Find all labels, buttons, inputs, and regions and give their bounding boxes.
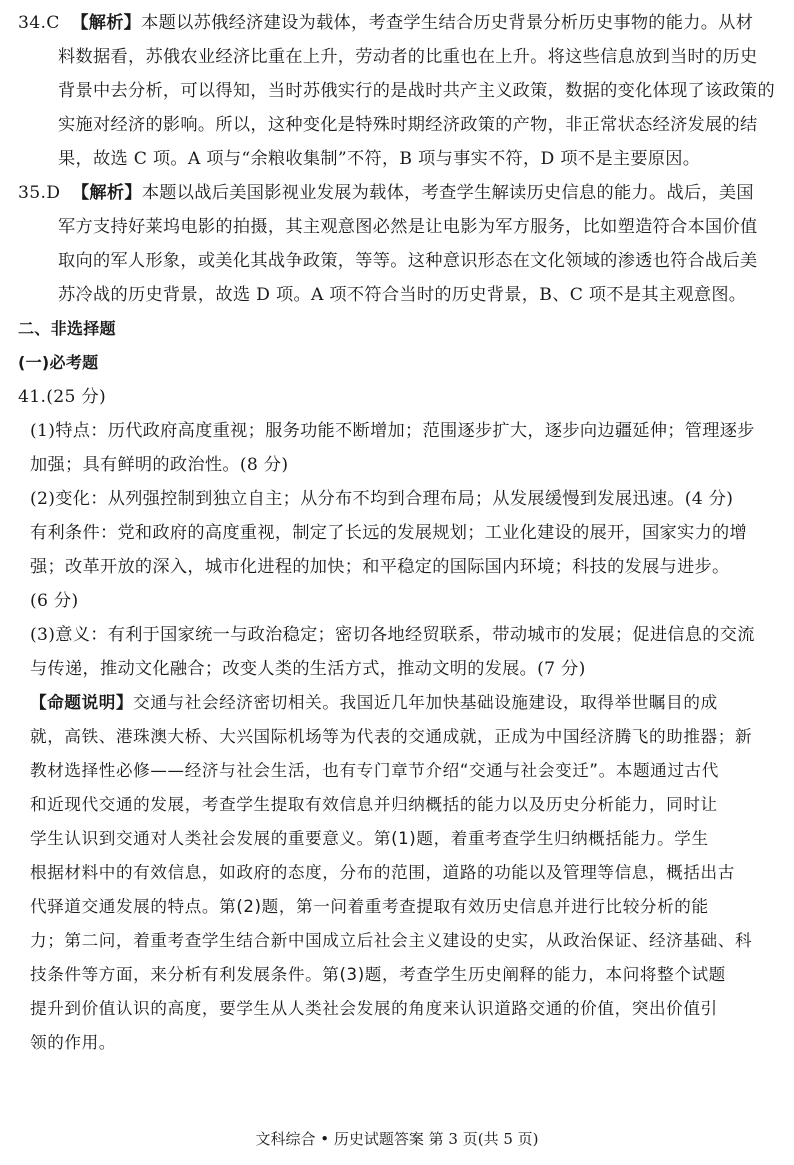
q34-text-2: 料数据看，苏俄农业经济比重在上升，劳动者的比重也在上升。将这些信息放到当时的历史 <box>58 47 758 67</box>
q35-line-3 <box>18 244 778 278</box>
q34-number: 34.C <box>18 13 60 33</box>
q41-part2-line-2: 有利条件：党和政府的高度重视，制定了长远的发展规划；工业化建设的展开，国家实力的增 <box>30 523 747 543</box>
q35-number: 35.D <box>18 183 61 203</box>
q41-part2-line-4: (6 分) <box>30 591 79 611</box>
subsection-heading-required: (一)必考题 <box>18 353 99 372</box>
note-line-7: 代驿道交通发展的特点。第(2)题，第一问着重考查提取有效历史信息并进行比较分析的能 <box>30 897 709 916</box>
note-line-1 <box>18 686 778 720</box>
q35-line-4 <box>18 278 778 312</box>
q41-number: 41.(25 分) <box>18 387 106 407</box>
q41-part1-line-1: (1)特点：历代政府高度重视；服务功能不断增加；范围逐步扩大，逐步向边疆延伸；管理逐步 <box>30 421 755 441</box>
note-line-5: 学生认识到交通对人类社会发展的重要意义。第(1)题，着重考查学生归纳概括能力。学生 <box>30 829 709 848</box>
q34-text-5: 果，故选 C 项。A 项与“余粮收集制”不符，B 项与事实不符，D 项不是主要原因。 <box>58 149 701 169</box>
q34-line-4 <box>18 108 778 142</box>
note-line-8: 力；第二问，着重考查学生结合新中国成立后社会主义建设的史实，从政治保证、经济基础、科 <box>30 931 753 950</box>
q41-part2-line-3: 强；改革开放的深入，城市化进程的加快；和平稳定的国际国内环境；科技的发展与进步。 <box>30 557 730 577</box>
q35-text-4: 苏冷战的历史背景，故选 D 项。A 项不符合当时的历史背景，B、C 项不是其主观意图。 <box>58 285 747 305</box>
q35-text-2: 军方支持好莱坞电影的拍摄，其主观意图必然是让电影为军方服务，比如塑造符合本国价值 <box>58 217 758 237</box>
q35-tag: 【解析】 <box>71 183 142 203</box>
note-line-10: 提升到价值认识的高度，要学生从人类社会发展的角度来认识道路交通的价值，突出价值引 <box>30 999 718 1018</box>
section-heading-nonchoice: 二、非选择题 <box>18 319 116 338</box>
note-tag: 【命题说明】 <box>30 693 134 712</box>
q34-text-4: 实施对经济的影响。所以，这种变化是特殊时期经济政策的产物，非正常状态经济发展的结 <box>58 115 758 135</box>
q34-tag: 【解析】 <box>71 13 142 33</box>
q35-line-2 <box>18 210 778 244</box>
q34-line-2 <box>18 40 778 74</box>
q34-line-3 <box>18 74 778 108</box>
q34-text-3: 背景中去分析，可以得知，当时苏俄实行的是战时共产主义政策，数据的变化体现了该政策的 <box>58 81 775 101</box>
q41-part3-line-2: 与传递，推动文化融合；改变人类的生活方式，推动文明的发展。(7 分) <box>30 659 586 679</box>
q41-part1-line-2: 加强；具有鲜明的政治性。(8 分) <box>30 455 289 475</box>
q34-line-5 <box>18 142 778 176</box>
note-line-6: 根据材料中的有效信息，如政府的态度，分布的范围，道路的功能以及管理等信息，概括出古 <box>30 863 735 882</box>
note-line-3: 教材选择性必修——经济与社会生活，也有专门章节介绍“交通与社会变迁”。本题通过古代 <box>30 761 719 780</box>
note-text-1: 交通与社会经济密切相关。我国近几年加快基础设施建设，取得举世瞩目的成 <box>133 693 718 712</box>
note-line-9: 技条件等方面，来分析有利发展条件。第(3)题，考查学生历史阐释的能力，本问将整个试题 <box>30 965 726 984</box>
q35-line-1 <box>18 176 778 210</box>
q34-line-1 <box>18 6 778 40</box>
q35-text-3: 取向的军人形象，或美化其战争政策，等等。这种意识形态在文化领域的渗透也符合战后美 <box>58 251 758 271</box>
q35-text-1: 本题以战后美国影视业发展为载体，考查学生解读历史信息的能力。战后，美国 <box>141 183 754 203</box>
note-line-2: 就，高铁、港珠澳大桥、大兴国际机场等为代表的交通成就，正成为中国经济腾飞的助推器；新 <box>30 727 753 746</box>
note-line-11: 领的作用。 <box>30 1033 116 1052</box>
page-footer: 文科综合 • 历史试题答案 第 3 页(共 5 页) <box>255 1130 539 1148</box>
q41-part3-line-1: (3)意义：有利于国家统一与政治稳定；密切各地经贸联系，带动城市的发展；促进信息的交流 <box>30 625 755 645</box>
note-line-4: 和近现代交通的发展，考查学生提取有效信息并归纳概括的能力以及历史分析能力，同时让 <box>30 795 718 814</box>
q34-text-1: 本题以苏俄经济建设为载体，考查学生结合历史背景分析历史事物的能力。从材 <box>141 13 754 33</box>
answer-page <box>18 6 778 1060</box>
q41-part2-line-1: (2)变化：从列强控制到独立自主；从分布不均到合理布局；从发展缓慢到发展迅速。(4 分) <box>30 489 734 509</box>
